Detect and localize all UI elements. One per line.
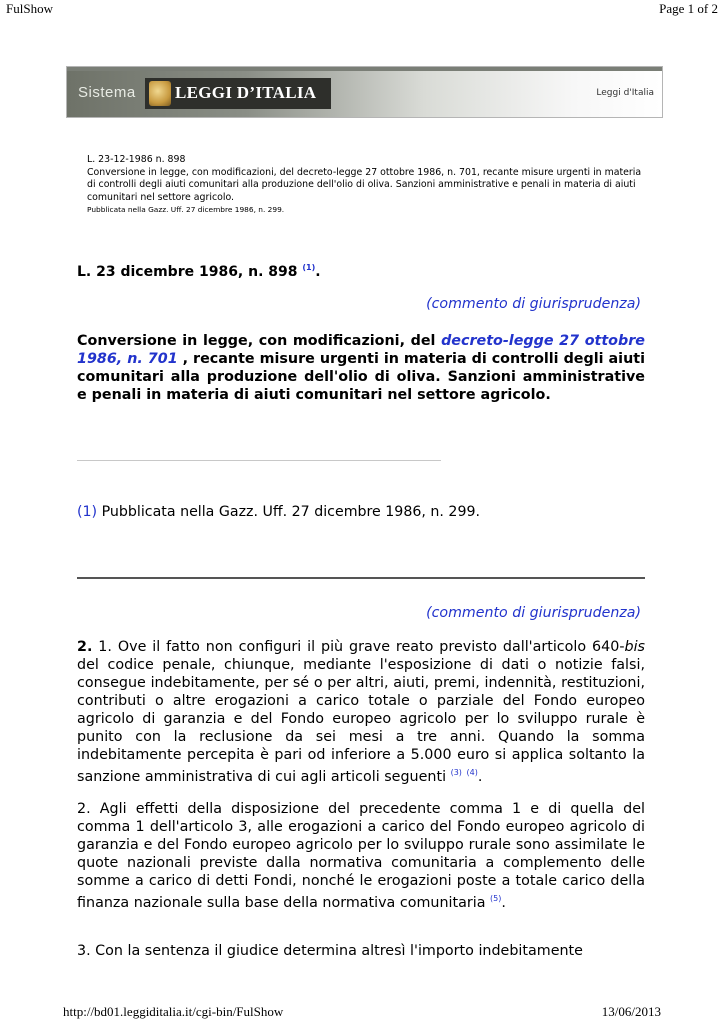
page-url: http://bd01.leggiditalia.it/cgi-bin/FulShow (63, 1004, 284, 1019)
article-2-paragraph-3 (77, 942, 645, 960)
emblem-icon (149, 81, 171, 106)
article-2-paragraph-1 (77, 638, 645, 786)
commento-link-1[interactable]: (commento di giurisprudenza) (426, 296, 641, 312)
footnote-ref-3[interactable]: (3) (450, 768, 462, 777)
footnote-1 (77, 504, 480, 520)
p2-text: 2. Agli effetti della disposizione del precedente comma 1 e di quella del comma 1 dell'articolo 3, alle erogazioni a carico del Fondo europeo agricolo di garanzia e del Fondo europeo agricolo per lo sviluppo rurale sono assimilate le quote nazionali previste dalla normativa comunitaria a complemento delle somme a carico di detti Fondi, nonché le erogazioni poste a totale carico della finanza nazionale sulla base della normativa comunitaria (77, 801, 645, 911)
p1-bis: bis (624, 639, 645, 655)
browser-header (6, 1, 718, 17)
divider-short (77, 460, 441, 461)
print-date: 13/06/2013 (601, 1004, 661, 1019)
article-number: 2. (77, 639, 93, 655)
meta-line3: Pubblicata nella Gazz. Uff. 27 dicembre 1986, n. 299. (87, 205, 285, 214)
law-title-end: . (315, 264, 321, 280)
browser-footer (63, 1004, 661, 1020)
banner-right-title: Leggi d'Italia (596, 88, 654, 98)
banner-sistema: Sistema (78, 84, 136, 101)
footnote-text: Pubblicata nella Gazz. Uff. 27 dicembre 1986, n. 299. (97, 504, 481, 520)
banner-topline (67, 67, 662, 71)
document-meta (87, 154, 647, 217)
conversion-heading (77, 332, 645, 404)
p3-text: 3. Con la sentenza il giudice determina altresì l'importo indebitamente (77, 943, 583, 959)
site-banner (66, 66, 663, 118)
tab-title: FulShow (6, 1, 53, 16)
footnote-num[interactable]: (1) (77, 504, 98, 520)
logo-text: LEGGI D’ITALIA (175, 83, 317, 102)
logo[interactable] (145, 78, 331, 109)
p1-a: 1. Ove il fatto non configuri il più grave reato previsto dall'articolo 640- (92, 639, 625, 655)
p1-end: . (477, 769, 483, 785)
commento-link-2[interactable]: (commento di giurisprudenza) (426, 605, 641, 621)
meta-line2: Conversione in legge, con modificazioni, del decreto-legge 27 ottobre 1986, n. 701, recante misure urgenti in materia di controlli degli aiuti comunitari alla produzione dell'olio di oliva. Sanzioni amministrative e penali in materia di aiuti comunitari nel settore agricolo. (87, 166, 642, 203)
article-2-paragraph-2 (77, 800, 645, 912)
conversion-post: , recante misure urgenti in materia di controlli degli aiuti comunitari alla produzione dell'olio di oliva. Sanzioni amministrative e penali in materia di aiuti comunitari nel settore agricolo. (77, 351, 645, 403)
decreto-legge-link[interactable]: decreto-legge 27 ottobre 1986, n. 701 (77, 333, 645, 367)
footnote-ref-4[interactable]: (4) (466, 768, 478, 777)
conversion-pre: Conversione in legge, con modificazioni, del (77, 333, 442, 349)
law-title-text: L. 23 dicembre 1986, n. 898 (77, 264, 298, 280)
meta-line1: L. 23-12-1986 n. 898 (87, 154, 186, 165)
page-indicator: Page 1 of 2 (659, 1, 718, 16)
footnote-ref-1[interactable]: (1) (302, 263, 316, 272)
footnote-ref-5[interactable]: (5) (490, 894, 502, 903)
p2-end: . (501, 895, 506, 911)
divider-long (77, 577, 645, 579)
law-title (77, 263, 321, 280)
p1-b: del codice penale, chiunque, mediante l'esposizione di dati o notizie falsi, consegue indebitamente, per sé o per altri, aiuti, premi, indennità, restituzioni, contributi o altre erogazioni a carico totale o parziale del Fondo europeo agricolo di garanzia e del Fondo europeo agricolo per lo sviluppo rurale è punito con la reclusione da sei mesi a tre anni. Quando la somma indebitamente percepita è pari od inferiore a 5.000 euro si applica soltanto la sanzione amministrativa di cui agli articoli seguenti (77, 657, 645, 785)
